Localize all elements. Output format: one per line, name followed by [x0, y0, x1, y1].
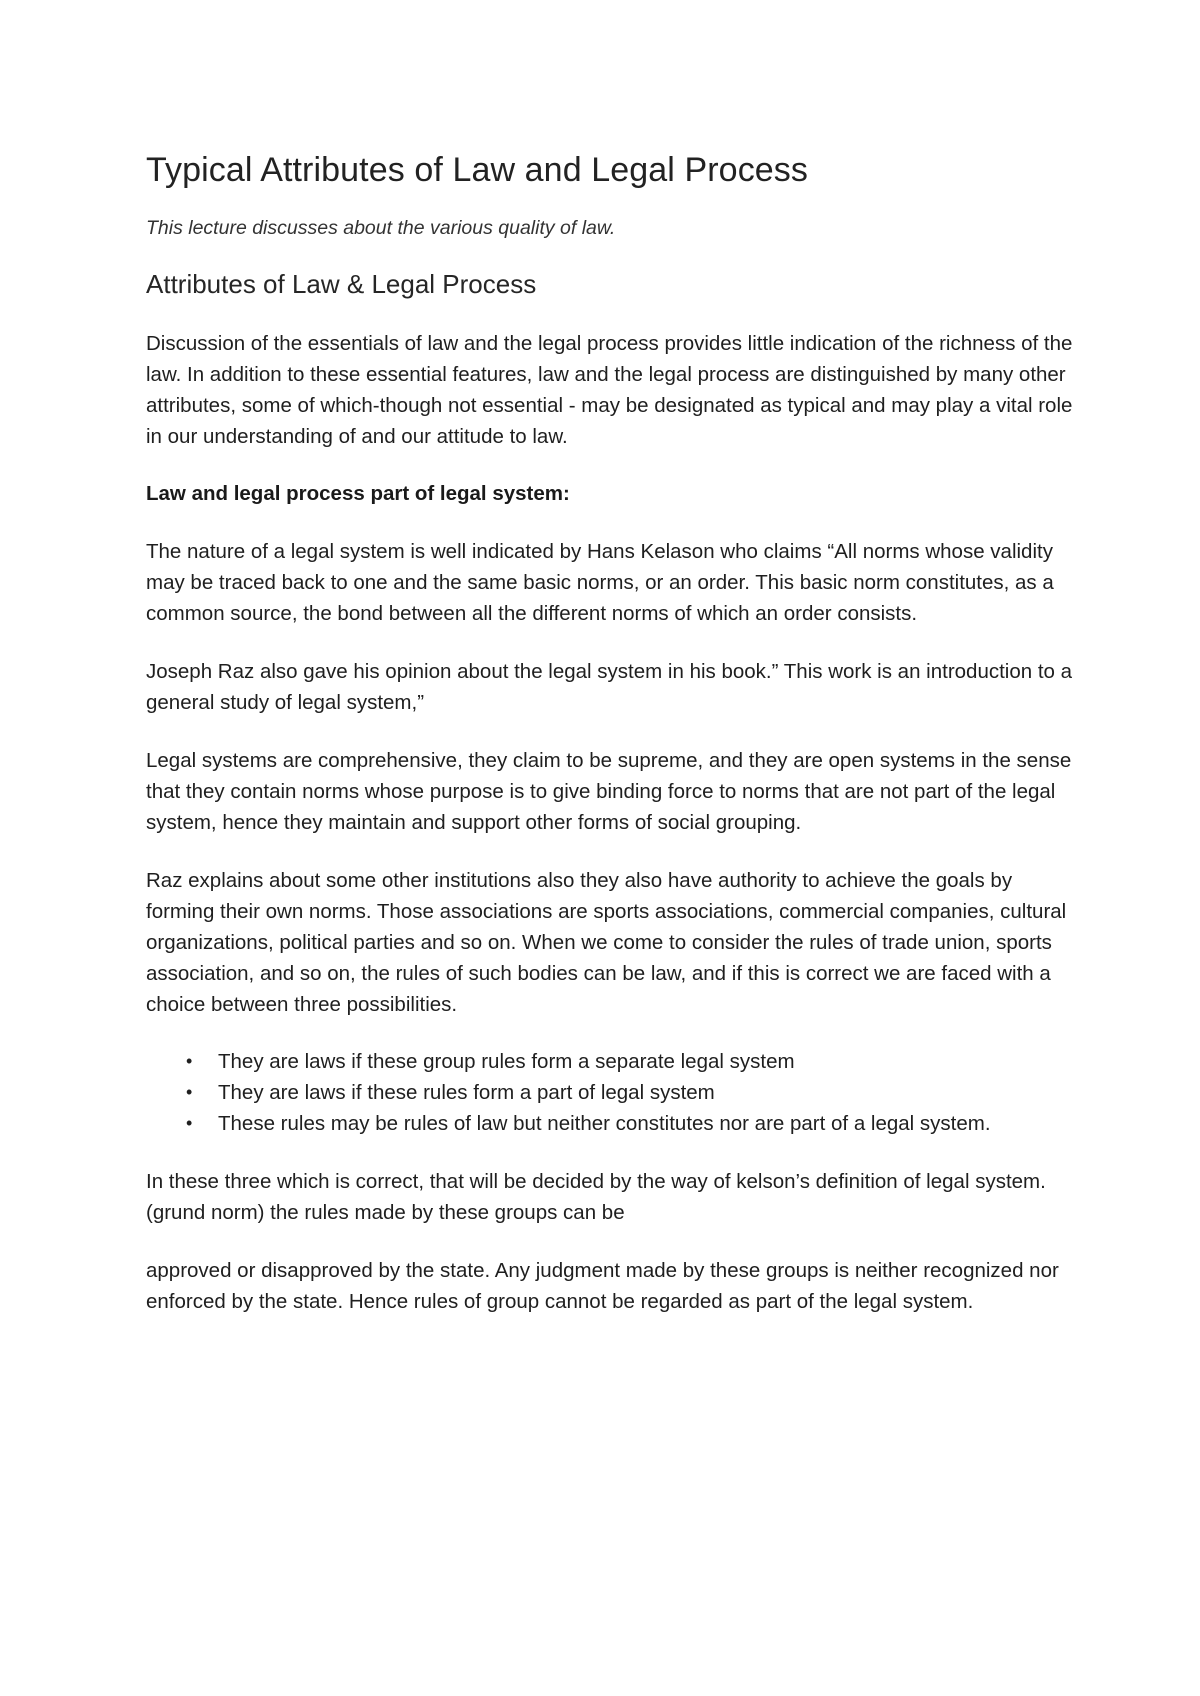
bullet-icon: •: [186, 1050, 193, 1071]
paragraph-legal-systems: Legal systems are comprehensive, they claim to be supreme, and they are open systems in the sense that they contain norms whose purpose is to give binding force to norms that are not part of the legal system, hence they maintain and support other forms of social grouping.: [146, 748, 1072, 834]
section-heading: Attributes of Law & Legal Process: [146, 269, 537, 300]
list-item: [146, 1046, 1076, 1077]
paragraph-raz-book: Joseph Raz also gave his opinion about the legal system in his book.” This work is an introduction to a general study of legal system,”: [146, 659, 1073, 714]
document-title: Typical Attributes of Law and Legal Process: [146, 151, 809, 189]
list-item-text: They are laws if these group rules form a separate legal system: [218, 1049, 795, 1073]
paragraph-closing-1: In these three which is correct, that will be decided by the way of kelson’s definition of legal system. (grund norm) the rules made by these groups can be: [146, 1169, 1046, 1224]
paragraph-closing-2: approved or disapproved by the state. Any judgment made by these groups is neither recognized nor enforced by the state. Hence rules of group cannot be regarded as part of the legal system.: [146, 1258, 1059, 1313]
bullet-icon: •: [186, 1081, 193, 1102]
list-item-text: These rules may be rules of law but neither constitutes nor are part of a legal system.: [218, 1111, 991, 1135]
possibilities-list: [146, 1046, 1076, 1139]
list-item-text: They are laws if these rules form a part of legal system: [218, 1080, 715, 1104]
bold-subheading: Law and legal process part of legal system:: [146, 481, 570, 505]
list-item: [146, 1108, 1076, 1139]
document-subtitle: This lecture discusses about the various quality of law.: [146, 216, 616, 239]
document-body: [146, 150, 1076, 1317]
intro-paragraph: Discussion of the essentials of law and the legal process provides little indication of the richness of the law. In addition to these essential features, law and the legal process are distinguished by many other attributes, some of which-though not essential - may be designated as typical and may play a vital role in our understanding of and our attitude to law.: [146, 331, 1073, 448]
bullet-icon: •: [186, 1112, 193, 1133]
paragraph-kelsen: The nature of a legal system is well indicated by Hans Kelason who claims “All norms whose validity may be traced back to one and the same basic norms, or an order. This basic norm constitutes, as a common source, the bond between all the different norms of which an order consists.: [146, 539, 1054, 625]
paragraph-raz-institutions: Raz explains about some other institutions also they also have authority to achieve the goals by forming their own norms. Those associations are sports associations, commercial companies, cultural organizations, political parties and so on. When we come to consider the rules of trade union, sports association, and so on, the rules of such bodies can be law, and if this is correct we are faced with a choice between three possibilities.: [146, 868, 1067, 1016]
list-item: [146, 1077, 1076, 1108]
